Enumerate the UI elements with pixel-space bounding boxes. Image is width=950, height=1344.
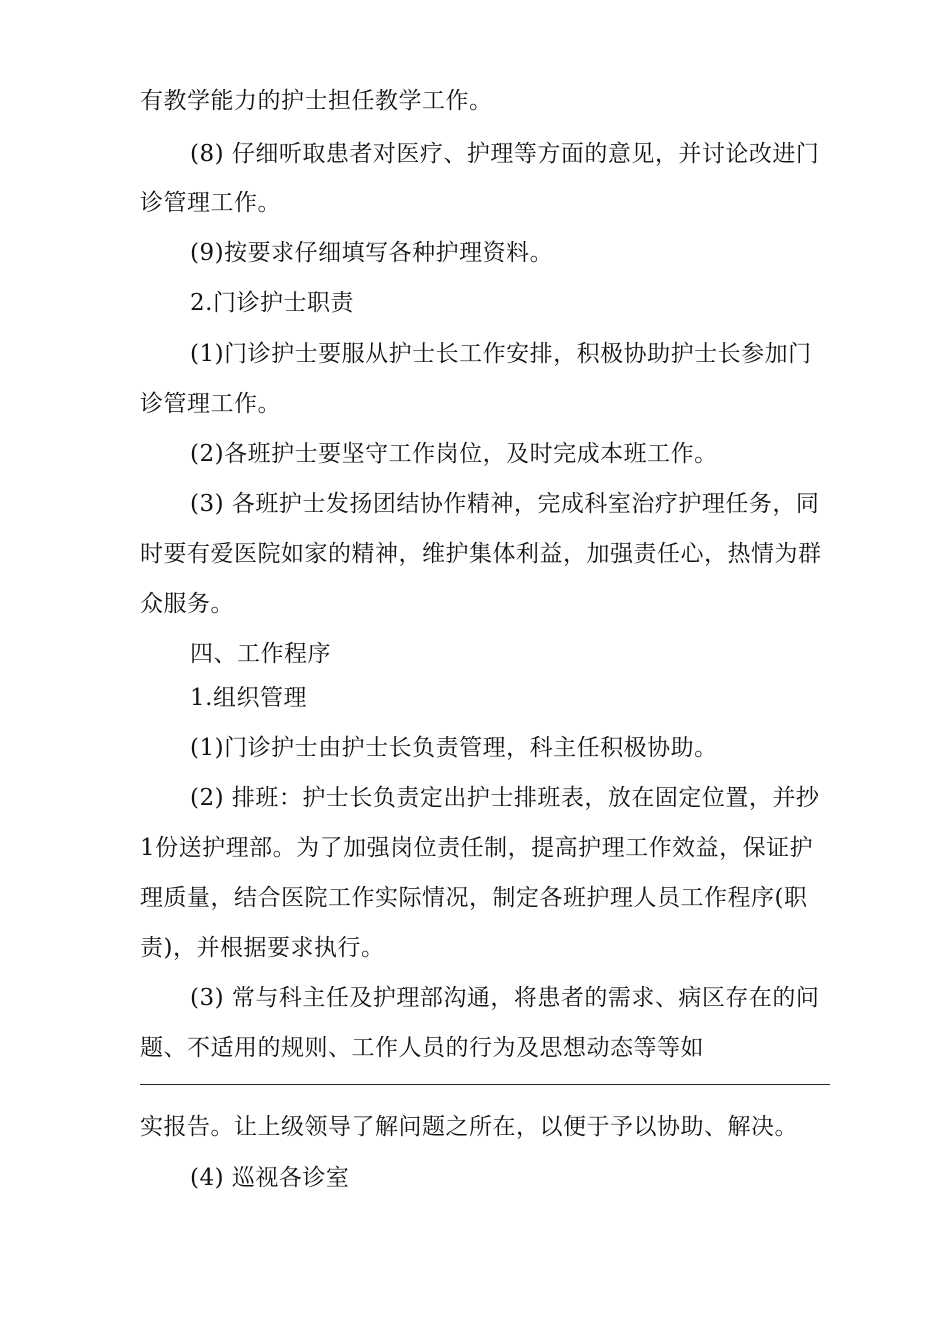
text-line: 实报告。让上级领导了解问题之所在，以便于予以协助、解决。 — [140, 1114, 798, 1140]
section-heading: 2.门诊护士职责 — [190, 290, 354, 316]
text-line: (1)门诊护士要服从护士长工作安排，积极协助护士长参加门 — [190, 341, 812, 367]
section-heading: 四、工作程序 — [190, 641, 331, 667]
text-line: (8) 仔细听取患者对医疗、护理等方面的意见，并讨论改进门 — [190, 141, 820, 167]
text-line: 责)，并根据要求执行。 — [140, 935, 385, 961]
horizontal-rule — [140, 1084, 830, 1085]
text-line: 众服务。 — [140, 591, 234, 617]
text-line: 时要有爱医院如家的精神，维护集体利益，加强责任心，热情为群 — [140, 541, 822, 567]
text-line: (4) 巡视各诊室 — [190, 1165, 350, 1191]
text-line: 1份送护理部。为了加强岗位责任制，提高护理工作效益，保证护 — [140, 835, 814, 861]
section-heading: 1.组织管理 — [190, 685, 307, 711]
text-line: 理质量，结合医院工作实际情况，制定各班护理人员工作程序(职 — [140, 885, 808, 911]
text-line: 题、不适用的规则、工作人员的行为及思想动态等等如 — [140, 1035, 704, 1061]
text-line: 诊管理工作。 — [140, 190, 281, 216]
text-line: (1)门诊护士由护士长负责管理，科主任积极协助。 — [190, 735, 718, 761]
text-line: 有教学能力的护士担任教学工作。 — [140, 88, 493, 114]
text-line: (3) 各班护士发扬团结协作精神，完成科室治疗护理任务，同 — [190, 491, 820, 517]
text-line: (3) 常与科主任及护理部沟通，将患者的需求、病区存在的问 — [190, 985, 820, 1011]
text-line: (9)按要求仔细填写各种护理资料。 — [190, 240, 554, 266]
text-line: 诊管理工作。 — [140, 391, 281, 417]
text-line: (2) 排班：护士长负责定出护士排班表，放在固定位置，并抄 — [190, 785, 820, 811]
text-line: (2)各班护士要坚守工作岗位，及时完成本班工作。 — [190, 441, 718, 467]
